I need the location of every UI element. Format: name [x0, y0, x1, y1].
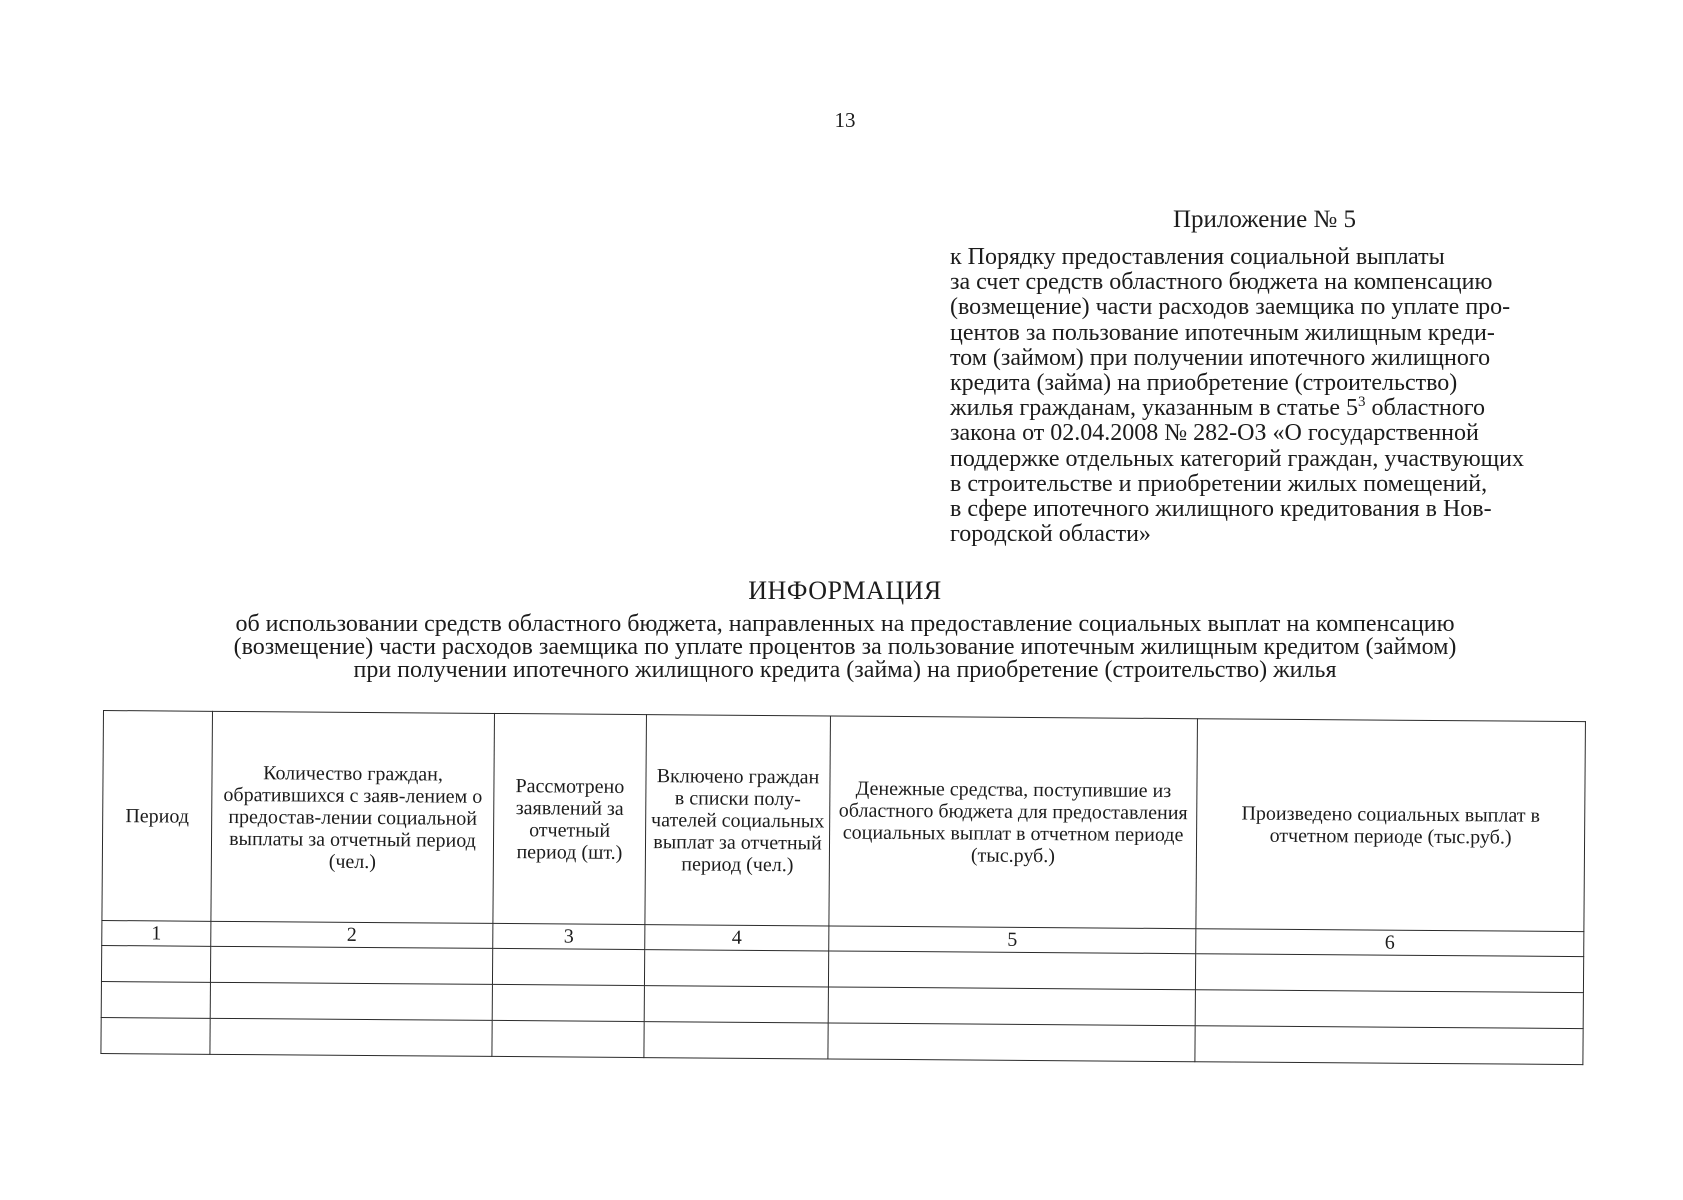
appendix-line: поддержке отдельных категорий граждан, участвующих: [950, 445, 1524, 472]
table-cell: [492, 1020, 644, 1057]
column-number: 6: [1196, 929, 1584, 957]
table-cell: [1195, 990, 1583, 1029]
appendix-line: кредита (займа) на приобретение (строительство): [950, 370, 1458, 397]
table-cell: [828, 951, 1195, 990]
table-cell: [101, 945, 210, 982]
header-applications-reviewed: Рассмотрено заявлений за отчетный период (шт.): [493, 713, 647, 924]
column-number: 5: [829, 926, 1196, 954]
subtitle-line: (возмещение) части расходов заемщика по уплате процентов за пользование ипотечным жилищным кредитом (займом): [233, 634, 1457, 660]
table-cell: [492, 948, 644, 985]
appendix-line: том (займом) при получении ипотечного жилищного: [950, 344, 1491, 371]
document-title: ИНФОРМАЦИЯ: [748, 576, 942, 605]
appendix-title: Приложение № 5: [1173, 206, 1357, 233]
table-cell: [828, 987, 1195, 1026]
appendix-line: в строительстве и приобретении жилых помещений,: [950, 470, 1488, 497]
appendix-line-text: областного: [1365, 395, 1485, 422]
appendix-line: [950, 396, 1524, 421]
table-cell: [101, 1017, 210, 1054]
subtitle-line: об использовании средств областного бюджета, направленных на предоставление социальных выплат на компенсацию: [235, 611, 1455, 637]
header-applicants: Количество граждан, обратившихся с заяв-лением о предостав-лении социальной выплаты за отчетный период (чел.): [211, 711, 495, 923]
column-number: 3: [493, 923, 645, 949]
appendix-line-text: жилья гражданам, указанным в статье 5: [950, 395, 1358, 422]
report-table: [100, 710, 1586, 1065]
header-payments-made: Произведено социальных выплат в отчетном периоде (тыс.руб.): [1196, 719, 1586, 932]
column-number: 2: [211, 921, 493, 948]
header-included-recipients: Включено граждан в списки полу-чателей социальных выплат за отчетный период (чел.): [645, 715, 831, 926]
table-cell: [210, 1018, 492, 1056]
table-cell: [210, 946, 492, 984]
column-number: 1: [102, 920, 211, 946]
appendix-text: [950, 245, 1524, 547]
table-cell: [492, 984, 644, 1021]
appendix-line: центов за пользование ипотечным жилищным креди-: [950, 319, 1495, 346]
column-number: 4: [645, 925, 829, 951]
appendix-line: городской области»: [950, 521, 1151, 548]
appendix-line: в сфере ипотечного жилищного кредитования в Нов-: [950, 496, 1492, 523]
table-cell: [1195, 1026, 1583, 1065]
table-cell: [101, 981, 210, 1018]
page-number: 13: [834, 108, 856, 132]
table-header-row: [102, 711, 1586, 932]
header-funds-received: Денежные средства, поступившие из областного бюджета для предоставления социальных выплат в отчетном периоде (тыс.руб.): [829, 716, 1198, 929]
article-superscript: 3: [1357, 394, 1366, 411]
document-subtitle: [100, 613, 1590, 682]
table-cell: [644, 950, 828, 987]
header-period: Период: [102, 711, 213, 922]
appendix-line: (возмещение) части расходов заемщика по уплате про-: [950, 294, 1511, 321]
subtitle-line: при получении ипотечного жилищного кредита (займа) на приобретение (строительство) жилья: [353, 657, 1337, 683]
table-cell: [1195, 954, 1583, 993]
appendix-line: за счет средств областного бюджета на компенсацию: [950, 269, 1493, 296]
table-cell: [644, 986, 828, 1023]
appendix-line: к Порядку предоставления социальной выплаты: [950, 244, 1445, 270]
appendix-line: закона от 02.04.2008 № 282-ОЗ «О государственной: [950, 420, 1479, 447]
table-cell: [828, 1023, 1195, 1062]
table-cell: [644, 1022, 828, 1059]
table-cell: [210, 982, 492, 1020]
